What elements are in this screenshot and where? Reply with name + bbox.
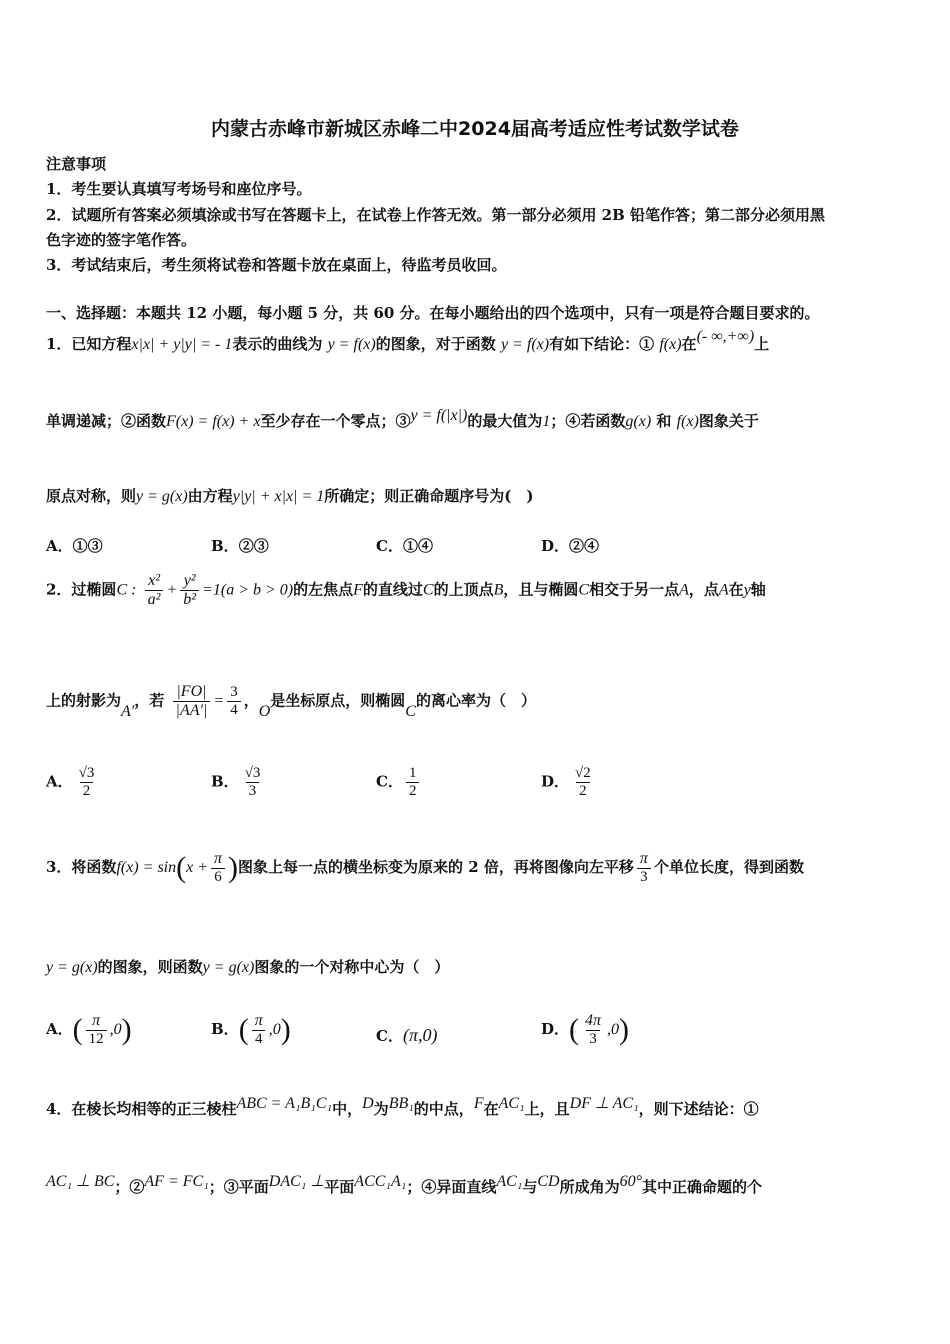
option-c[interactable]: C．①④: [376, 537, 433, 555]
fraction: $\frac{\pi}{4}$: [252, 1012, 266, 1048]
fraction: $\frac{√3}{2}$: [78, 765, 95, 799]
option-a[interactable]: A．( $\frac{\pi}{12}$ ,0): [46, 1012, 132, 1047]
fraction: $\frac{\text{x²}}{\text{a²}}$: [145, 572, 164, 609]
question-1-line-2: 单调递减；②函数F(x) = f(x) + x至少存在一个零点；③y = f(|x|)的最大值为1；④若函数g(x) 和 f(x)图象关于: [46, 407, 759, 430]
question-4-line-2: AC₁ ⊥ BC；②AF = FC₁；③平面DAC₁ ⊥平面ACC₁A₁；④异面直线AC₁与CD所成角为60°其中正确命题的个: [46, 1173, 763, 1196]
section-heading: 一、选择题：本题共 12 小题，每小题 5 分，共 60 分。在每小题给出的四个选项中，只有一项是符合题目要求的。: [46, 304, 820, 322]
fraction: $\frac{\pi}{3}$: [637, 850, 651, 886]
option-c[interactable]: C． $\frac{1}{2}$: [376, 765, 422, 800]
question-4-line-1: 4．在棱长均相等的正三棱柱ABC = A₁B₁C₁中，D为BB₁的中点，F在AC₁上，且DF ⊥ AC₁，则下述结论：①: [46, 1095, 759, 1118]
option-d[interactable]: D． $\frac{√2}{2}$: [541, 765, 597, 800]
question-2-line-1: 2．过椭圆C : $\frac{\text{x²}}{\text{a²}}$ + $\frac{\text{y²}}{\text{b²}}$ =1(a > b > 0)的左焦点F的直线过C的上顶点B，且与椭圆C相交于另一点A，点A在y轴: [46, 572, 766, 608]
option-b[interactable]: B．②③: [211, 537, 269, 555]
option-d[interactable]: D．( $\frac{4\pi}{3}$ ,0): [541, 1012, 630, 1047]
notice-item: 2．试题所有答案必须填涂或书写在答题卡上，在试卷上作答无效。第一部分必须用 2B 铅笔作答；第二部分必须用黑: [46, 206, 826, 224]
notice-heading: 注意事项: [46, 155, 107, 173]
fraction: $\frac{√2}{2}$: [575, 765, 591, 799]
option-c[interactable]: C．(π,0): [376, 1025, 438, 1045]
option-a[interactable]: A． $\frac{√3}{2}$: [46, 765, 100, 800]
fraction: $\frac{4\pi}{3}$: [585, 1012, 602, 1047]
option-b[interactable]: B． $\frac{√3}{3}$: [211, 765, 266, 800]
option-d[interactable]: D．②④: [541, 537, 600, 555]
option-b[interactable]: B．( $\frac{\pi}{4}$ ,0): [211, 1012, 291, 1047]
question-3-line-2: y = g(x)的图象，则函数y = g(x)图象的一个对称中心为（ ）: [46, 958, 450, 976]
fraction: $\frac{√3}{3}$: [244, 765, 261, 799]
question-2-line-2: 上的射影为A′，若 $\frac{|FO|}{|AA'|}$ = $\frac{3}{4}$ ，O是坐标原点，则椭圆C的离心率为（ ）: [46, 683, 536, 720]
notice-item: 1．考生要认真填写考场号和座位序号。: [46, 180, 312, 198]
fraction: $\frac{1}{2}$: [406, 765, 420, 800]
notice-item: 3．考试结束后，考生须将试卷和答题卡放在桌面上，待监考员收回。: [46, 256, 507, 274]
fraction: $\frac{\pi}{12}$: [86, 1012, 107, 1048]
question-1-line-3: 原点对称，则y = g(x)由方程y|y| + x|x| = 1所确定；则正确命题序号为( ): [46, 487, 534, 505]
question-1-line-1: 1．已知方程x|x| + y|y| = - 1表示的曲线为 y = f(x)的图象，对于函数 y = f(x)有如下结论：① f(x)在(- ∞,+∞)上: [46, 328, 770, 353]
fraction: $\frac{\text{y²}}{\text{b²}}$: [180, 572, 199, 609]
question-3-line-1: 3．将函数f(x) = sin(x + $\frac{\pi}{6}$ )图象上每一点的横坐标变为原来的 2 倍，再将图像向左平移 $\frac{\pi}{3}$ 个单位长度，得到函数: [46, 850, 804, 885]
page-title: 内蒙古赤峰市新城区赤峰二中2024届高考适应性考试数学试卷: [211, 118, 739, 140]
option-a[interactable]: A．①③: [46, 537, 103, 555]
fraction: $\frac{3}{4}$: [227, 684, 241, 719]
fraction: $\frac{\pi}{6}$: [211, 850, 225, 886]
notice-item: 色字迹的签字笔作答。: [46, 231, 197, 249]
fraction: $\frac{|FO|}{|AA'|}$: [173, 683, 211, 720]
